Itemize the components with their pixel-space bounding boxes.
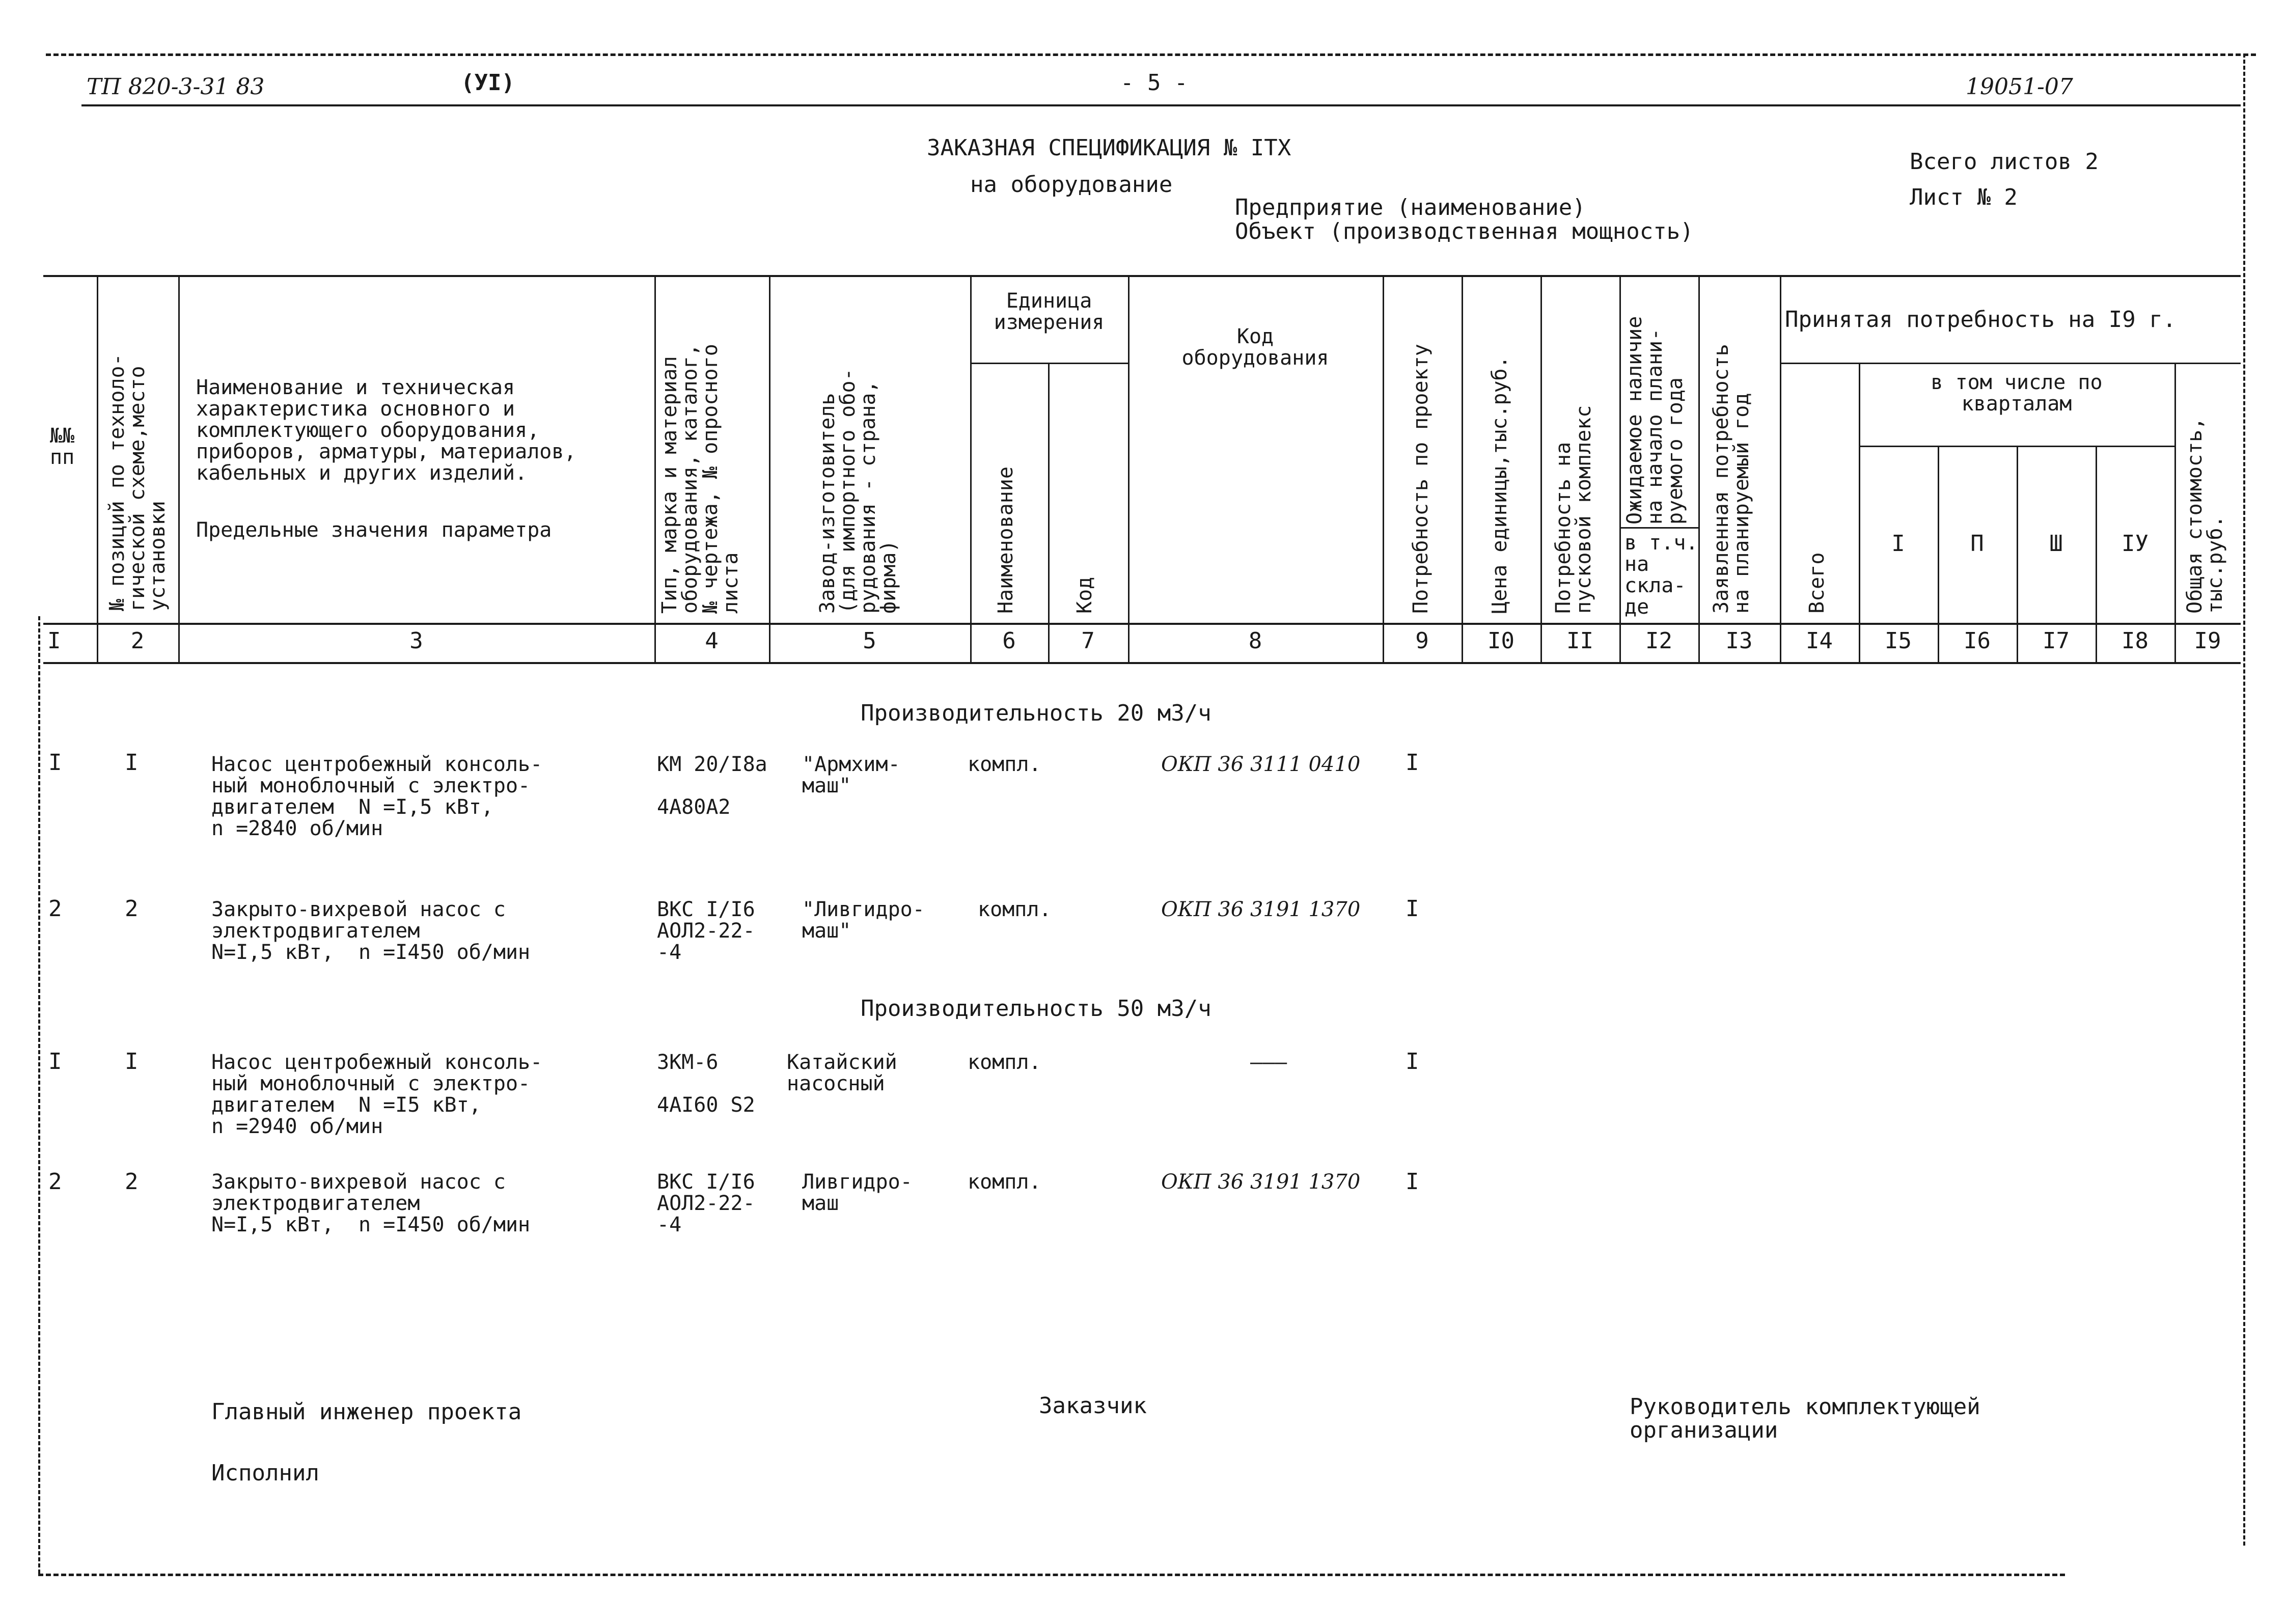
quarters-header: в том числе по кварталам: [1931, 371, 2103, 416]
col16-header: П: [1970, 531, 1984, 557]
supplier-head-label: Руководитель комплектующей организации: [1630, 1394, 1980, 1443]
col-number: 4: [705, 628, 719, 654]
row-position: I: [125, 750, 139, 776]
row-type: 3КМ-6 4AI60 S2: [657, 1051, 755, 1117]
col11-header: Потребность на пусковой комплекс: [1552, 405, 1595, 614]
colnum-top-rule: [43, 623, 2241, 625]
enterprise-label: Предприятие (наименование): [1235, 195, 1586, 221]
row-maker: Ливгидро- маш: [802, 1170, 913, 1215]
col3-subheader: Предельные значения параметра: [196, 518, 552, 542]
col14-header: Всего: [1805, 552, 1829, 614]
row-name: Насос центробежный консоль- ный моноблочный с электро- двигателем N =I5 кВт, n =2940 об/мин: [211, 1051, 543, 1138]
executed-label: Исполнил: [211, 1460, 319, 1486]
col-divider: [1540, 275, 1542, 664]
accepted-sub-rule: [1780, 363, 2241, 364]
col-number: 6: [1002, 628, 1016, 654]
col-divider: [1619, 275, 1621, 664]
col-number: 7: [1081, 628, 1095, 654]
section-heading: Производительность 20 м3/ч: [861, 700, 1211, 726]
col-divider: [654, 275, 656, 664]
row-type: ВКС I/I6 АОЛ2-22- -4: [657, 898, 755, 964]
col13-header: Заявленная потребность на планируемый год: [1710, 344, 1753, 614]
col17-header: Ш: [2049, 531, 2063, 557]
col-divider: [1698, 275, 1700, 664]
col-number: II: [1566, 628, 1593, 654]
top-border: [46, 53, 2256, 56]
row-unit: компл.: [968, 753, 1041, 776]
row-code: ———: [1250, 1051, 1287, 1074]
unit-group-header: Единица измерения: [994, 289, 1105, 334]
col19-header: Общая стоимость, тыс.руб.: [2183, 417, 2227, 614]
col3-header: Наименование и техническая характеристика основного и комплектующего оборудования, приборов, арматуры, материалов, кабельных и других изделий.: [196, 376, 576, 485]
col-number: 9: [1415, 628, 1429, 654]
col-number: I4: [1806, 628, 1833, 654]
col-number: I6: [1964, 628, 1991, 654]
row-type: КМ 20/I8а 4А80А2: [657, 753, 767, 819]
row-number: I: [48, 1049, 62, 1075]
col4-header: Тип, марка и материал оборудования, каталог, № чертежа, № опросного листа: [658, 344, 742, 614]
col-number: I8: [2122, 628, 2149, 654]
doc-code: ТП 820-3-31 83: [87, 74, 265, 100]
row-number: I: [48, 750, 62, 776]
row-qty: I: [1406, 1169, 1419, 1195]
col-divider: [1859, 363, 1860, 664]
left-frame: [38, 616, 40, 1574]
col5-header: Завод-изготовитель (для импортного обо- рудования - страна, фирма): [816, 368, 900, 614]
doc-title: ЗАКАЗНАЯ СПЕЦИФИКАЦИЯ № ITX: [927, 135, 1291, 161]
row-position: 2: [125, 1169, 139, 1195]
accepted-header: Принятая потребность на I9 г.: [1785, 307, 2177, 333]
col-divider: [1780, 275, 1781, 664]
doc-number: 19051-07: [1966, 74, 2073, 100]
col-divider: [1048, 363, 1050, 664]
col-number: 3: [409, 628, 423, 654]
row-position: I: [125, 1049, 139, 1075]
col-divider: [1383, 275, 1384, 664]
row-name: Закрыто-вихревой насос с электродвигателем N=I,5 кВт, n =I450 об/мин: [211, 898, 531, 964]
customer-label: Заказчик: [1039, 1393, 1147, 1419]
col6-header: Наименование: [994, 466, 1017, 614]
row-code: ОКП 36 3191 1370: [1161, 898, 1361, 921]
col7-header: Код: [1073, 576, 1096, 614]
col-divider: [2174, 363, 2176, 664]
sheet-number: Лист № 2: [1910, 184, 2018, 210]
col12-header-top: Ожидаемое наличие на начало плани- руемого года: [1623, 316, 1687, 525]
col10-header: Цена единицы,тыс.руб.: [1488, 356, 1511, 614]
col-number: I7: [2043, 628, 2070, 654]
row-code: ОКП 36 3111 0410: [1161, 753, 1361, 776]
doc-part: (УI): [461, 70, 515, 96]
colnum-bottom-rule: [43, 662, 2241, 664]
header-rule: [81, 104, 2241, 106]
col-number: I9: [2194, 628, 2221, 654]
col9-header: Потребность по проекту: [1409, 344, 1433, 614]
row-type: ВКС I/I6 АОЛ2-22- -4: [657, 1170, 755, 1236]
row-name: Закрыто-вихревой насос с электродвигателем N=I,5 кВт, n =I450 об/мин: [211, 1170, 531, 1236]
bottom-border: [38, 1574, 2065, 1576]
col-divider: [178, 275, 180, 664]
right-frame: [2243, 53, 2245, 1546]
row-qty: I: [1406, 1049, 1419, 1075]
row-maker: "Армхим- маш": [802, 753, 900, 797]
col-number: I0: [1488, 628, 1514, 654]
row-qty: I: [1406, 896, 1419, 922]
row-number: 2: [48, 896, 62, 922]
col2-header: № позиций по техноло- гической схеме,место установки: [105, 353, 170, 611]
row-maker: Катайский насосный: [787, 1051, 897, 1095]
c12-sub-rule: [1619, 527, 1698, 529]
col-number: I5: [1885, 628, 1912, 654]
row-code: ОКП 36 3191 1370: [1161, 1170, 1361, 1194]
section-heading: Производительность 50 м3/ч: [861, 996, 1211, 1022]
row-position: 2: [125, 896, 139, 922]
page-number: - 5 -: [1120, 70, 1188, 96]
col8-header: Код оборудования: [1181, 325, 1329, 370]
total-sheets: Всего листов 2: [1910, 149, 2099, 175]
row-maker: "Ливгидро- маш": [802, 898, 925, 943]
table-top-rule: [43, 275, 2241, 277]
col18-header: IУ: [2122, 531, 2149, 557]
row-unit: компл.: [978, 898, 1052, 921]
col1-header: №№ пп: [50, 424, 75, 469]
col-divider: [1462, 275, 1463, 664]
row-unit: компл.: [968, 1170, 1041, 1194]
col12-header-bottom: в т.ч. на скла- де: [1624, 531, 1698, 619]
doc-subtitle: на оборудование: [970, 172, 1173, 198]
col-divider: [769, 275, 770, 664]
col15-header: I: [1891, 531, 1905, 557]
col-number: I3: [1725, 628, 1753, 654]
chief-engineer-label: Главный инженер проекта: [211, 1399, 522, 1425]
col-number: 8: [1248, 628, 1262, 654]
col-divider: [1128, 275, 1130, 664]
row-name: Насос центробежный консоль- ный моноблочный с электро- двигателем N =I,5 кВт, n =2840 об/мин: [211, 753, 543, 840]
col-number: I2: [1645, 628, 1672, 654]
col-number: 5: [863, 628, 876, 654]
col-divider: [97, 275, 98, 664]
col-number: I: [47, 628, 61, 654]
row-qty: I: [1406, 750, 1419, 776]
col-divider: [970, 275, 972, 664]
row-number: 2: [48, 1169, 62, 1195]
object-label: Объект (производственная мощность): [1235, 218, 1694, 244]
row-unit: компл.: [968, 1051, 1041, 1074]
col-number: 2: [130, 628, 145, 654]
